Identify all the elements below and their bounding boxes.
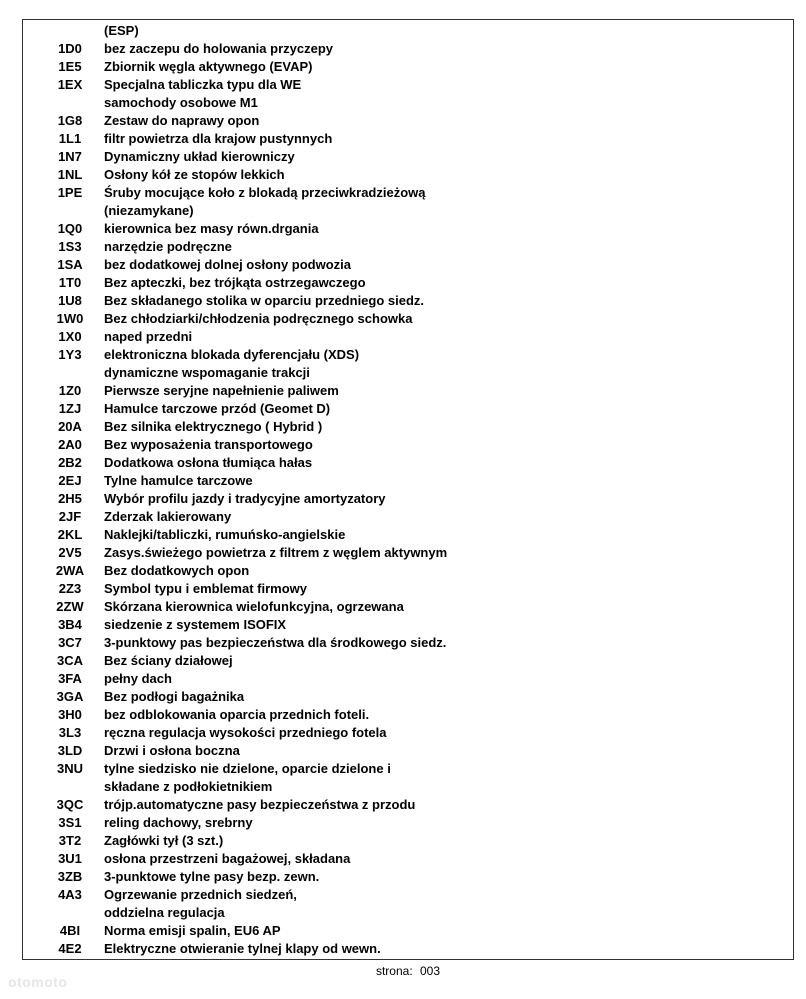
option-description: elektroniczna blokada dyferencjału (XDS) bbox=[104, 347, 360, 362]
option-code: 1Z0 bbox=[58, 383, 82, 398]
option-code: 3LD bbox=[57, 743, 83, 758]
table-row bbox=[23, 328, 793, 346]
option-description: Zestaw do naprawy opon bbox=[104, 113, 260, 128]
option-description: Bez silnika elektrycznego ( Hybrid ) bbox=[104, 419, 323, 434]
table-row bbox=[23, 616, 793, 634]
option-code: 1U8 bbox=[58, 293, 82, 308]
table-row bbox=[23, 40, 793, 58]
option-description: Zasys.świeżego powietrza z filtrem z węglem aktywnym bbox=[104, 545, 448, 560]
option-description: Bez dodatkowych opon bbox=[104, 563, 250, 578]
option-description: Bez ściany działowej bbox=[104, 653, 233, 668]
table-row bbox=[23, 886, 793, 904]
option-code: 3B4 bbox=[58, 617, 82, 632]
option-description: narzędzie podręczne bbox=[104, 239, 232, 254]
table-row bbox=[23, 238, 793, 256]
option-description: Naklejki/tabliczki, rumuńsko-angielskie bbox=[104, 527, 346, 542]
option-description: Bez chłodziarki/chłodzenia podręcznego schowka bbox=[104, 311, 413, 326]
option-code: 3U1 bbox=[58, 851, 82, 866]
option-code: 1SA bbox=[57, 257, 83, 272]
option-code: 2JF bbox=[58, 509, 82, 524]
option-code: 3C7 bbox=[58, 635, 82, 650]
table-row bbox=[23, 634, 793, 652]
page-footer bbox=[0, 964, 806, 978]
option-description: tylne siedzisko nie dzielone, oparcie dzielone i bbox=[104, 761, 391, 776]
option-description: Symbol typu i emblemat firmowy bbox=[104, 581, 307, 596]
table-row bbox=[23, 796, 793, 814]
table-row bbox=[23, 562, 793, 580]
option-code: 1T0 bbox=[58, 275, 82, 290]
option-description: bez zaczepu do holowania przyczepy bbox=[104, 41, 333, 56]
option-code: 1X0 bbox=[58, 329, 82, 344]
table-row bbox=[23, 148, 793, 166]
option-description: dynamiczne wspomaganie trakcji bbox=[104, 365, 310, 380]
table-row bbox=[23, 454, 793, 472]
option-description: składane z podłokietnikiem bbox=[104, 779, 273, 794]
option-code: 1W0 bbox=[56, 311, 84, 326]
option-code: 2H5 bbox=[58, 491, 82, 506]
option-description: Bez podłogi bagażnika bbox=[104, 689, 245, 704]
option-description: Specjalna tabliczka typu dla WE bbox=[104, 77, 302, 92]
table-row bbox=[23, 814, 793, 832]
option-code: 4E2 bbox=[58, 941, 82, 956]
option-description: Drzwi i osłona boczna bbox=[104, 743, 240, 758]
table-row bbox=[23, 346, 793, 364]
table-row bbox=[23, 130, 793, 148]
equipment-table bbox=[22, 19, 794, 960]
option-description: pełny dach bbox=[104, 671, 172, 686]
option-description: bez dodatkowej dolnej osłony podwozia bbox=[104, 257, 352, 272]
table-row bbox=[23, 202, 793, 220]
option-code: 3L3 bbox=[58, 725, 82, 740]
option-code: 1PE bbox=[57, 185, 83, 200]
option-code: 1Y3 bbox=[58, 347, 82, 362]
table-row bbox=[23, 904, 793, 922]
option-description: osłona przestrzeni bagażowej, składana bbox=[104, 851, 351, 866]
table-row bbox=[23, 220, 793, 238]
option-description: Pierwsze seryjne napełnienie paliwem bbox=[104, 383, 339, 398]
option-description: Bez apteczki, bez trójkąta ostrzegawczego bbox=[104, 275, 366, 290]
option-code: 2EJ bbox=[58, 473, 82, 488]
option-description: Dynamiczny układ kierowniczy bbox=[104, 149, 295, 164]
table-row bbox=[23, 832, 793, 850]
table-row bbox=[23, 292, 793, 310]
option-code: 4BI bbox=[59, 923, 81, 938]
option-code: 1L1 bbox=[58, 131, 82, 146]
option-code: 20A bbox=[58, 419, 82, 434]
table-row bbox=[23, 256, 793, 274]
option-description: Osłony kół ze stopów lekkich bbox=[104, 167, 285, 182]
option-description: bez odblokowania oparcia przednich foteli. bbox=[104, 707, 370, 722]
table-row bbox=[23, 364, 793, 382]
option-code: 1D0 bbox=[58, 41, 82, 56]
table-row bbox=[23, 688, 793, 706]
table-row bbox=[23, 184, 793, 202]
option-code: 3CA bbox=[56, 653, 83, 668]
table-row bbox=[23, 778, 793, 796]
option-description: filtr powietrza dla krajow pustynnych bbox=[104, 131, 333, 146]
option-code: 2Z3 bbox=[58, 581, 82, 596]
option-description: 3-punktowy pas bezpieczeństwa dla środkowego siedz. bbox=[104, 635, 447, 650]
table-row bbox=[23, 22, 793, 40]
option-description: Tylne hamulce tarczowe bbox=[104, 473, 253, 488]
table-row bbox=[23, 652, 793, 670]
option-description: Norma emisji spalin, EU6 AP bbox=[104, 923, 281, 938]
option-code: 2WA bbox=[55, 563, 85, 578]
option-description: Bez wyposażenia transportowego bbox=[104, 437, 313, 452]
option-code: 3H0 bbox=[58, 707, 82, 722]
option-code: 1Q0 bbox=[57, 221, 83, 236]
option-code: 3FA bbox=[58, 671, 82, 686]
table-row bbox=[23, 706, 793, 724]
option-code: 1G8 bbox=[57, 113, 83, 128]
option-description: Dodatkowa osłona tłumiąca hałas bbox=[104, 455, 313, 470]
table-row bbox=[23, 166, 793, 184]
option-code: 2A0 bbox=[58, 437, 82, 452]
option-code: 3T2 bbox=[58, 833, 82, 848]
table-row bbox=[23, 760, 793, 778]
option-description: Bez składanego stolika w oparciu przedniego siedz. bbox=[104, 293, 425, 308]
option-code: 3GA bbox=[56, 689, 84, 704]
option-code: 3ZB bbox=[57, 869, 83, 884]
option-description: oddzielna regulacja bbox=[104, 905, 225, 920]
option-description: Ogrzewanie przednich siedzeń, bbox=[104, 887, 297, 902]
option-code: 2KL bbox=[57, 527, 83, 542]
table-row bbox=[23, 382, 793, 400]
option-code: 1ZJ bbox=[58, 401, 82, 416]
table-row bbox=[23, 544, 793, 562]
option-description: Elektryczne otwieranie tylnej klapy od wewn. bbox=[104, 941, 381, 956]
option-code: 1E5 bbox=[58, 59, 82, 74]
option-description: Śruby mocujące koło z blokadą przeciwkradzieżową bbox=[104, 185, 426, 200]
option-code: 3S1 bbox=[58, 815, 82, 830]
table-row bbox=[23, 580, 793, 598]
option-description: 3-punktowe tylne pasy bezp. zewn. bbox=[104, 869, 320, 884]
table-row bbox=[23, 490, 793, 508]
option-code: 1N7 bbox=[58, 149, 82, 164]
table-row bbox=[23, 418, 793, 436]
table-row bbox=[23, 940, 793, 958]
option-description: Wybór profilu jazdy i tradycyjne amortyzatory bbox=[104, 491, 386, 506]
table-row bbox=[23, 400, 793, 418]
table-row bbox=[23, 76, 793, 94]
option-description: reling dachowy, srebrny bbox=[104, 815, 253, 830]
table-row bbox=[23, 310, 793, 328]
table-row bbox=[23, 526, 793, 544]
option-code: 3QC bbox=[56, 797, 84, 812]
option-code: 2ZW bbox=[56, 599, 84, 614]
option-code: 1EX bbox=[57, 77, 83, 92]
option-description: samochody osobowe M1 bbox=[104, 95, 258, 110]
option-description: Skórzana kierownica wielofunkcyjna, ogrzewana bbox=[104, 599, 404, 614]
page-number: 003 bbox=[420, 964, 441, 978]
table-row bbox=[23, 274, 793, 292]
option-description: (ESP) bbox=[104, 23, 139, 38]
option-description: siedzenie z systemem ISOFIX bbox=[104, 617, 287, 632]
table-row bbox=[23, 598, 793, 616]
table-row bbox=[23, 436, 793, 454]
option-description: Zderzak lakierowany bbox=[104, 509, 232, 524]
table-row bbox=[23, 742, 793, 760]
option-description: Zbiornik węgla aktywnego (EVAP) bbox=[104, 59, 313, 74]
table-row bbox=[23, 508, 793, 526]
table-row bbox=[23, 472, 793, 490]
option-code: 2V5 bbox=[58, 545, 82, 560]
table-row bbox=[23, 850, 793, 868]
option-description: naped przedni bbox=[104, 329, 193, 344]
option-description: trójp.automatyczne pasy bezpieczeństwa z przodu bbox=[104, 797, 416, 812]
option-code: 3NU bbox=[56, 761, 83, 776]
option-description: kierownica bez masy równ.drgania bbox=[104, 221, 319, 236]
option-description: Hamulce tarczowe przód (Geomet D) bbox=[104, 401, 331, 416]
option-code: 1NL bbox=[57, 167, 83, 182]
option-description: ręczna regulacja wysokości przedniego fotela bbox=[104, 725, 387, 740]
option-code: 4A3 bbox=[58, 887, 82, 902]
table-row bbox=[23, 670, 793, 688]
option-description: Zagłówki tył (3 szt.) bbox=[104, 833, 224, 848]
table-row bbox=[23, 58, 793, 76]
table-row bbox=[23, 868, 793, 886]
option-code: 2B2 bbox=[58, 455, 82, 470]
watermark-logo: otomoto bbox=[8, 974, 68, 990]
table-row bbox=[23, 922, 793, 940]
table-row bbox=[23, 724, 793, 742]
table-row bbox=[23, 94, 793, 112]
equipment-list bbox=[23, 22, 793, 958]
page-label: strona: bbox=[375, 964, 413, 978]
option-code: 1S3 bbox=[58, 239, 82, 254]
table-row bbox=[23, 112, 793, 130]
option-description: (niezamykane) bbox=[104, 203, 194, 218]
